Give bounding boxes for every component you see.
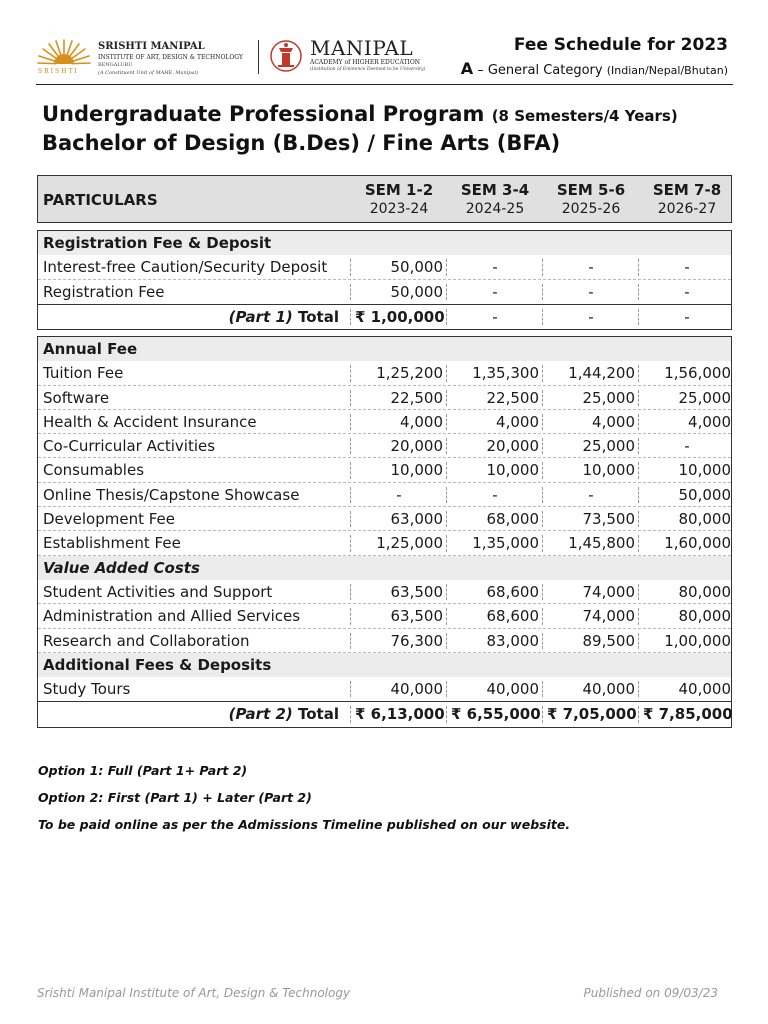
fee-cell: 74,000 [582, 607, 635, 626]
column-separator [638, 438, 639, 454]
payment-notes [38, 763, 570, 844]
value-added-heading-row [38, 556, 731, 580]
table-row [38, 604, 731, 628]
column-separator [350, 414, 351, 430]
column-separator [446, 487, 447, 503]
total-label [229, 308, 339, 326]
column-separator [638, 309, 639, 325]
program-name: Bachelor of Design (B.Des) / Fine Arts (BFA) [42, 131, 561, 155]
manipal-name: MANIPAL [310, 36, 414, 60]
column-separator [638, 584, 639, 600]
sem-year: 2025-26 [561, 201, 621, 217]
sem-header-1 [351, 181, 447, 217]
fee-cell: - [684, 282, 690, 301]
fee-cell: 80,000 [678, 510, 731, 529]
fee-cell: 1,35,000 [472, 534, 539, 553]
fee-cell: 89,500 [582, 631, 635, 650]
total-cell: - [588, 307, 594, 326]
row-label: Interest-free Caution/Security Deposit [43, 258, 328, 277]
column-separator [446, 414, 447, 430]
fee-cell: 10,000 [582, 461, 635, 480]
row-label: Study Tours [43, 680, 131, 699]
sem-header-4 [639, 181, 735, 217]
sem-year: 2024-25 [465, 201, 525, 217]
part1-section [37, 230, 732, 330]
column-separator [638, 681, 639, 697]
column-separator [446, 438, 447, 454]
fee-cell: 83,000 [486, 631, 539, 650]
fee-cell: 1,60,000 [664, 534, 731, 553]
column-separator [542, 681, 543, 697]
fee-cell: 80,000 [678, 607, 731, 626]
column-separator [542, 584, 543, 600]
registration-heading-row [38, 231, 731, 255]
fee-cell: 25,000 [678, 388, 731, 407]
sem-year: 2026-27 [657, 201, 717, 217]
column-separator [542, 414, 543, 430]
fee-cell: 22,500 [486, 388, 539, 407]
fee-cell: 63,500 [390, 582, 443, 601]
column-separator [638, 462, 639, 478]
fee-cell: - [588, 282, 594, 301]
fee-cell: 40,000 [390, 680, 443, 699]
fee-cell: 50,000 [678, 485, 731, 504]
sem-label: SEM 5-6 [556, 181, 626, 199]
note-option-1: Option 1: Full (Part 1+ Part 2) [38, 763, 248, 778]
row-label: Development Fee [43, 510, 176, 529]
section-heading: Value Added Costs [43, 558, 200, 577]
column-separator [350, 309, 351, 325]
table-row [38, 531, 731, 555]
column-separator [638, 535, 639, 551]
fee-cell: 22,500 [390, 388, 443, 407]
fee-cell: 20,000 [486, 437, 539, 456]
particulars-header: PARTICULARS [43, 191, 158, 209]
table-row [38, 280, 731, 304]
table-row [38, 410, 731, 434]
row-label: Consumables [43, 461, 145, 480]
fee-cell: - [588, 485, 594, 504]
total-cell: - [492, 307, 498, 326]
table-row [38, 458, 731, 482]
sem-header-2 [447, 181, 543, 217]
fee-cell: 76,300 [390, 631, 443, 650]
fee-category [461, 59, 728, 78]
column-separator [350, 584, 351, 600]
column-separator [446, 462, 447, 478]
column-separator [638, 511, 639, 527]
row-label: Software [43, 388, 110, 407]
sem-label: SEM 7-8 [652, 181, 722, 199]
column-separator [446, 633, 447, 649]
crest-icon [270, 38, 302, 74]
fee-cell: 4,000 [400, 412, 443, 431]
fee-cell: 10,000 [390, 461, 443, 480]
fee-cell: - [492, 282, 498, 301]
section-heading: Additional Fees & Deposits [43, 655, 272, 674]
row-label: Online Thesis/Capstone Showcase [43, 485, 300, 504]
table-row [38, 434, 731, 458]
total-cell: ₹ 6,55,000 [451, 705, 541, 724]
sem-label: SEM 3-4 [460, 181, 530, 199]
fee-cell: 73,500 [582, 510, 635, 529]
sem-label: SEM 1-2 [364, 181, 434, 199]
column-separator [350, 259, 351, 275]
total-cell: ₹ 1,00,000 [355, 307, 445, 326]
column-separator [638, 365, 639, 381]
row-label: Research and Collaboration [43, 631, 250, 650]
program-type [42, 102, 678, 126]
page-header [36, 32, 733, 80]
fee-cell: - [588, 258, 594, 277]
manipal-logo [270, 36, 430, 78]
category-letter: A [460, 59, 474, 78]
column-separator [542, 438, 543, 454]
column-separator [446, 365, 447, 381]
section-heading: Registration Fee & Deposit [43, 234, 272, 252]
total-word: Total [298, 307, 339, 326]
column-separator [542, 390, 543, 406]
fee-cell: 50,000 [390, 258, 443, 277]
total-row [38, 701, 731, 726]
fee-cell: 4,000 [592, 412, 635, 431]
fee-cell: 1,25,000 [376, 534, 443, 553]
column-separator [350, 462, 351, 478]
table-row [38, 629, 731, 653]
total-part: (Part 2) [228, 705, 293, 724]
fee-cell: 80,000 [678, 582, 731, 601]
fee-cell: 4,000 [688, 412, 731, 431]
column-separator [446, 284, 447, 300]
fee-cell: 1,56,000 [664, 364, 731, 383]
column-separator [542, 633, 543, 649]
fee-cell: 25,000 [582, 388, 635, 407]
fee-schedule-title: Fee Schedule for 2023 [513, 35, 728, 55]
fee-cell: 20,000 [390, 437, 443, 456]
column-separator [446, 259, 447, 275]
fee-cell: - [492, 485, 498, 504]
column-separator [638, 284, 639, 300]
column-separator [542, 535, 543, 551]
table-row [38, 580, 731, 604]
fee-cell: 68,000 [486, 510, 539, 529]
fee-cell: 1,25,200 [376, 364, 443, 383]
fee-cell: 40,000 [486, 680, 539, 699]
srishti-logo [36, 36, 256, 78]
logo-divider [258, 40, 259, 74]
total-word: Total [298, 705, 339, 724]
column-separator [446, 608, 447, 624]
column-separator [638, 487, 639, 503]
program-duration: (8 Semesters/4 Years) [491, 107, 678, 125]
column-separator [542, 259, 543, 275]
fee-cell: 10,000 [486, 461, 539, 480]
note-option-2: Option 2: First (Part 1) + Later (Part 2) [38, 790, 312, 805]
srishti-city: BENGALURU [98, 62, 133, 68]
table-row [38, 507, 731, 531]
row-label: Tuition Fee [43, 364, 124, 383]
table-row [38, 483, 731, 507]
total-row [38, 304, 731, 329]
column-separator [350, 633, 351, 649]
column-separator [350, 608, 351, 624]
column-separator [638, 706, 639, 722]
total-cell: ₹ 7,85,000 [643, 705, 733, 724]
program-type-label: Undergraduate Professional Program [42, 102, 492, 126]
fee-cell: 40,000 [582, 680, 635, 699]
fee-cell: - [684, 437, 690, 456]
sem-year: 2023-24 [369, 201, 429, 217]
column-separator [446, 390, 447, 406]
total-cell: ₹ 7,05,000 [547, 705, 637, 724]
srishti-name: SRISHTI MANIPAL [98, 41, 205, 52]
column-separator [542, 487, 543, 503]
fee-cell: 1,44,200 [568, 364, 635, 383]
fee-table-header [37, 175, 732, 223]
column-separator [542, 608, 543, 624]
row-label: Health & Accident Insurance [43, 412, 257, 431]
row-label: Co-Curricular Activities [43, 437, 216, 456]
column-separator [446, 511, 447, 527]
row-label: Student Activities and Support [43, 582, 273, 601]
column-separator [446, 309, 447, 325]
column-separator [638, 390, 639, 406]
category-region: (Indian/Nepal/Bhutan) [606, 64, 728, 77]
column-separator [638, 259, 639, 275]
column-separator [350, 511, 351, 527]
fee-cell: 1,35,300 [472, 364, 539, 383]
manipal-note: (Institution of Eminence Deemed to be University) [310, 67, 426, 72]
fee-cell: 40,000 [678, 680, 731, 699]
table-row [38, 386, 731, 410]
column-separator [350, 681, 351, 697]
fee-cell: 1,45,800 [568, 534, 635, 553]
column-separator [446, 681, 447, 697]
row-label: Registration Fee [43, 282, 165, 301]
additional-heading-row [38, 653, 731, 677]
column-separator [542, 706, 543, 722]
srishti-subtitle: INSTITUTE OF ART, DESIGN & TECHNOLOGY [98, 54, 243, 61]
column-separator [542, 462, 543, 478]
column-separator [446, 535, 447, 551]
column-separator [350, 365, 351, 381]
srishti-wordmark: SRISHTI [38, 68, 79, 75]
fee-cell: 63,000 [390, 510, 443, 529]
fee-cell: 50,000 [390, 282, 443, 301]
column-separator [542, 511, 543, 527]
fee-cell: - [684, 258, 690, 277]
column-separator [542, 365, 543, 381]
column-separator [350, 390, 351, 406]
column-separator [350, 706, 351, 722]
fee-cell: 1,00,000 [664, 631, 731, 650]
fee-cell: 10,000 [678, 461, 731, 480]
fee-cell: - [396, 485, 402, 504]
total-cell: ₹ 6,13,000 [355, 705, 445, 724]
fee-cell: 68,600 [486, 607, 539, 626]
fee-cell: 63,500 [390, 607, 443, 626]
column-separator [638, 608, 639, 624]
category-text: – General Category [473, 63, 607, 78]
table-row [38, 361, 731, 385]
srishti-note: (A Constituent Unit of MAHE, Manipal) [98, 70, 199, 76]
part2-section [37, 336, 732, 728]
note-payment: To be paid online as per the Admissions Timeline published on our website. [38, 817, 571, 832]
fee-cell: 68,600 [486, 582, 539, 601]
header-rule [36, 84, 733, 85]
total-cell: - [684, 307, 690, 326]
fee-cell: - [492, 258, 498, 277]
sem-header-3 [543, 181, 639, 217]
footer-institute: Srishti Manipal Institute of Art, Design & Technology [37, 986, 351, 1000]
column-separator [350, 487, 351, 503]
column-separator [542, 309, 543, 325]
column-separator [638, 414, 639, 430]
annual-fee-heading-row [38, 337, 731, 361]
fee-cell: 25,000 [582, 437, 635, 456]
column-separator [542, 284, 543, 300]
total-label [229, 705, 339, 723]
table-row [38, 255, 731, 279]
row-label: Administration and Allied Services [43, 607, 301, 626]
column-separator [350, 284, 351, 300]
column-separator [446, 584, 447, 600]
total-part: (Part 1) [228, 307, 293, 326]
row-label: Establishment Fee [43, 534, 181, 553]
fee-cell: 74,000 [582, 582, 635, 601]
column-separator [638, 633, 639, 649]
column-separator [446, 706, 447, 722]
section-heading: Annual Fee [43, 340, 138, 358]
column-separator [350, 535, 351, 551]
table-row [38, 677, 731, 701]
manipal-subtitle: ACADEMY of HIGHER EDUCATION [310, 59, 421, 66]
fee-cell: 4,000 [496, 412, 539, 431]
footer-published: Published on 09/03/23 [583, 986, 718, 1000]
column-separator [350, 438, 351, 454]
